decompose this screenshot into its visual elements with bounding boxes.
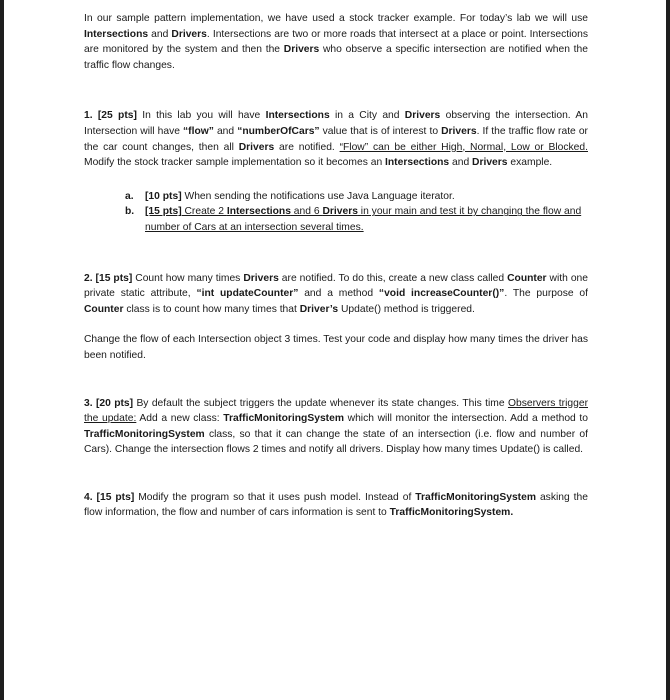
question-2-label: 2. [15 pts] (84, 272, 133, 284)
question-3-label: 3. [20 pts] (84, 397, 134, 409)
q1-text: In this lab you will have (136, 110, 266, 122)
q4-text: asking the flow information, the flow and number of cars information is sent to (84, 491, 588, 519)
q2-text: Count how many times (132, 272, 244, 284)
q2-bold: Counter (507, 272, 547, 284)
q3-text: By default the subject triggers the update whenever its state changes. This time (133, 397, 508, 409)
q4-bold: TrafficMonitoringSystem. (389, 507, 514, 519)
q3-bold: TrafficMonitoringSystem (84, 428, 205, 440)
q1-text: and (213, 125, 238, 137)
question-1-subitems (84, 189, 588, 236)
q1-bold: Drivers (404, 110, 441, 122)
subitem-b-text: and 6 (290, 206, 323, 218)
q1-bold: Drivers (472, 157, 508, 169)
q1-bold: Intersections (265, 110, 330, 122)
q2-text: . The purpose of (504, 288, 588, 300)
q1-text: Modify the stock tracker sample implementation so it becomes an (84, 157, 386, 169)
q3-underlined: Observers trigger the update: (84, 397, 588, 425)
q2-text: are notified. To do this, create a new class called (278, 272, 508, 284)
q3-text: Add a new class: (136, 413, 224, 425)
q1-bold: “flow” (183, 125, 214, 137)
q2-text: and a method (298, 288, 379, 300)
q1-bold: Drivers (441, 125, 477, 137)
document-page (84, 11, 588, 521)
q2-bold: Counter (84, 303, 124, 315)
question-2-followup: Change the flow of each Intersection object 3 times. Test your code and display how many times the driver has been notified. (84, 334, 588, 361)
q1-text: example. (507, 157, 553, 169)
subitem-a-text: When sending the notifications use Java Language iterator. (181, 190, 455, 202)
subitem-b-text: Create 2 (181, 206, 227, 218)
q1-text: . If the traffic flow rate or the car count changes, then all (84, 125, 588, 153)
intro-text: . Intersections are two or more roads that intersect at a place or point. Intersections are monitored by the system and then the (84, 28, 589, 56)
question-1-paragraph (84, 108, 588, 170)
q1-text: value that is of interest to (319, 125, 442, 137)
q3-bold: TrafficMonitoringSystem (223, 413, 344, 425)
question-1-label: 1. [25 pts] (84, 110, 137, 122)
question-4-paragraph (84, 490, 588, 521)
q2-bold: Drivers (243, 272, 279, 284)
question-3-paragraph (84, 396, 588, 458)
subitem-b-bold: Drivers (322, 206, 358, 218)
question-2-paragraph (84, 271, 588, 318)
q1-bold: Drivers (238, 141, 275, 153)
q2-text: with one private static attribute, (84, 272, 588, 300)
intro-bold-drivers: Drivers (171, 28, 207, 40)
q4-bold: TrafficMonitoringSystem (415, 491, 536, 503)
subitem-b-text: in your main and test it by changing the flow and number of Cars at an intersection several times. (145, 206, 582, 233)
q1-text: observing the intersection. An Intersection will have (84, 110, 588, 137)
q1-text: in a City and (329, 110, 405, 122)
intro-paragraph (84, 11, 588, 73)
subitem-a-label: [10 pts] (145, 190, 182, 202)
q1-bold: Intersections (385, 157, 450, 169)
q2-bold: Driver’s (299, 303, 339, 315)
subitem-b-bold: Intersections (226, 206, 291, 218)
q3-text: class, so that it can change the state of an intersection (i.e. flow and number of Cars). Change the intersection flows 2 times and notify all drivers. Display how many times Update() is called. (84, 428, 588, 456)
question-4-label: 4. [15 pts] (84, 491, 135, 503)
subitem-b-letter: b. (125, 206, 135, 218)
q1-underlined-flow: “Flow” can be either High, Normal, Low or Blocked. (339, 141, 588, 153)
intro-bold-intersections: Intersections (84, 28, 149, 40)
intro-text: In our sample pattern implementation, we have used a stock tracker example. For today’s lab we will use (84, 13, 588, 24)
q2-bold: “int updateCounter” (196, 288, 299, 300)
q1-bold: “numberOfCars” (237, 125, 320, 137)
subitem-b (84, 204, 588, 235)
q2-text: Update() method is triggered. (338, 303, 475, 315)
q2-text: class is to count how many times that (123, 303, 300, 315)
subitem-a-letter: a. (125, 190, 134, 202)
q1-text: and (449, 157, 473, 169)
subitem-a (84, 189, 588, 205)
intro-text: and (148, 28, 172, 40)
q4-text: Modify the program so that it uses push model. Instead of (134, 491, 416, 503)
right-border (666, 0, 670, 700)
left-border (0, 0, 4, 700)
intro-text: who observe a specific intersection are notified when the traffic flow changes. (84, 44, 588, 71)
q1-text: are notified. (274, 141, 340, 153)
q3-text: which will monitor the intersection. Add a method to (343, 413, 589, 425)
intro-bold-drivers: Drivers (283, 44, 320, 56)
q2-bold: “void increaseCounter()” (378, 288, 505, 300)
subitem-b-label: [15 pts] (145, 206, 182, 218)
